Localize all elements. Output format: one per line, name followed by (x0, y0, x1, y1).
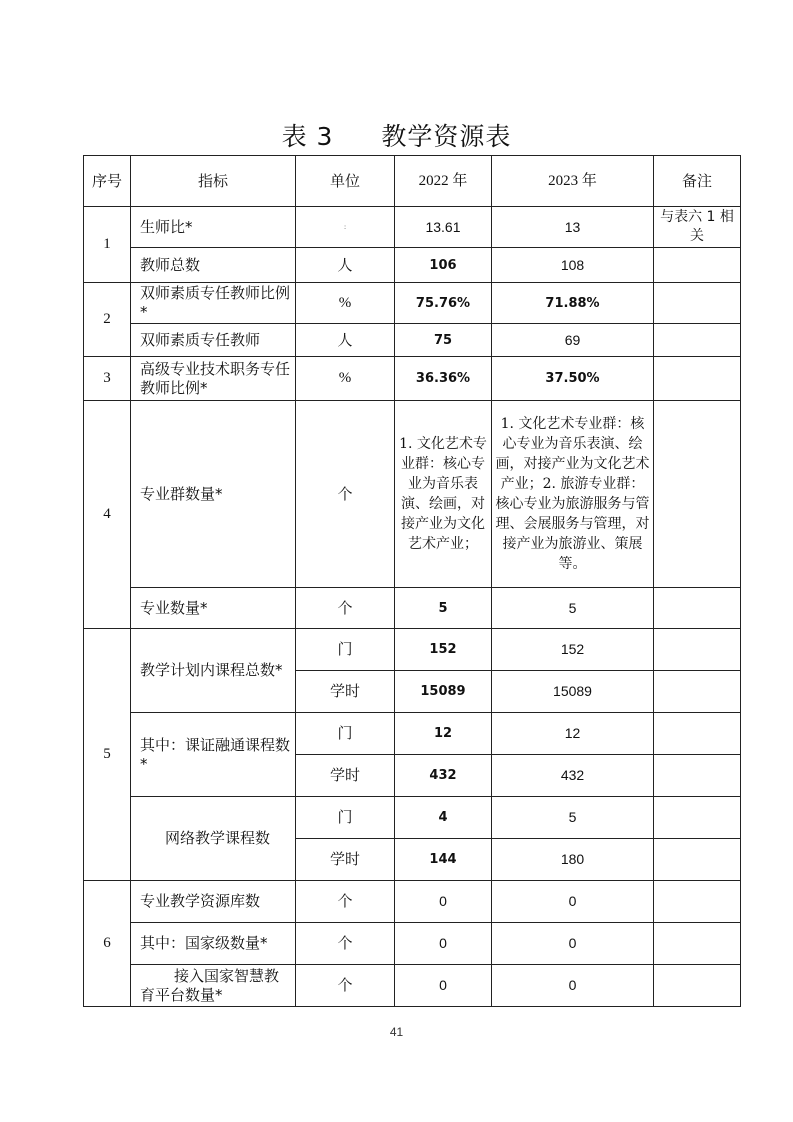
value-2023-cell: 37.50% (492, 357, 654, 401)
indicator-cell: 接入国家智慧教育平台数量* (131, 965, 296, 1007)
value-2023-cell: 12 (492, 713, 654, 755)
unit-cell: : (296, 207, 395, 248)
unit-cell: 学时 (296, 839, 395, 881)
table-number: 表 3 (281, 122, 334, 151)
note-cell (654, 401, 741, 588)
indicator-cell: 专业数量* (131, 588, 296, 629)
table-row (84, 401, 741, 588)
value-2022-cell: 13.61 (395, 207, 492, 248)
note-cell (654, 923, 741, 965)
note-cell (654, 324, 741, 357)
value-2022-cell: 5 (395, 588, 492, 629)
indicator-cell: 其中：课证融通课程数* (131, 713, 296, 797)
seq-cell: 1 (84, 207, 131, 283)
seq-cell: 6 (84, 881, 131, 1007)
table-row (84, 629, 741, 671)
value-2023-cell: 5 (492, 797, 654, 839)
indicator-cell: 网络教学课程数 (131, 797, 296, 881)
indicator-cell: 教学计划内课程总数* (131, 629, 296, 713)
value-2023-cell: 0 (492, 965, 654, 1007)
value-2022-cell: 0 (395, 923, 492, 965)
value-2023-cell: 180 (492, 839, 654, 881)
value-2023-cell: 69 (492, 324, 654, 357)
value-2023-cell: 5 (492, 588, 654, 629)
table-row (84, 283, 741, 324)
note-cell (654, 588, 741, 629)
value-2022-cell: 12 (395, 713, 492, 755)
note-cell (654, 629, 741, 671)
unit-cell: 个 (296, 401, 395, 588)
note-cell (654, 713, 741, 755)
value-2022-cell: 4 (395, 797, 492, 839)
value-2022-cell: 1. 文化艺术专业群：核心专业为音乐表演、绘画，对接产业为文化艺术产业； (395, 401, 492, 588)
value-2023-cell: 0 (492, 923, 654, 965)
indicator-cell: 专业教学资源库数 (131, 881, 296, 923)
table-row (84, 923, 741, 965)
table-row (84, 965, 741, 1007)
table-row (84, 324, 741, 357)
note-cell (654, 357, 741, 401)
unit-cell: 个 (296, 923, 395, 965)
value-2022-cell: 152 (395, 629, 492, 671)
value-2023-cell: 13 (492, 207, 654, 248)
header-unit: 单位 (296, 156, 395, 207)
indicator-cell: 高级专业技术职务专任教师比例* (131, 357, 296, 401)
value-2023-cell: 108 (492, 248, 654, 283)
page-number: 41 (389, 1025, 404, 1039)
teaching-resources-table (83, 155, 741, 1007)
table-row (84, 881, 741, 923)
indicator-cell: 专业群数量* (131, 401, 296, 588)
note-cell (654, 881, 741, 923)
table-name: 教学资源表 (381, 122, 512, 151)
table-row (84, 357, 741, 401)
table-row (84, 588, 741, 629)
note-cell (654, 248, 741, 283)
value-2022-cell: 144 (395, 839, 492, 881)
table-row (84, 207, 741, 248)
note-cell: 与表六 1 相关 (654, 207, 741, 248)
seq-cell: 5 (84, 629, 131, 881)
indicator-cell: 双师素质专任教师比例* (131, 283, 296, 324)
seq-cell: 2 (84, 283, 131, 357)
unit-cell: 学时 (296, 755, 395, 797)
header-seq: 序号 (84, 156, 131, 207)
unit-cell: 个 (296, 588, 395, 629)
header-row (84, 156, 741, 207)
value-2022-cell: 0 (395, 965, 492, 1007)
indicator-cell: 双师素质专任教师 (131, 324, 296, 357)
indicator-cell: 其中：国家级数量* (131, 923, 296, 965)
value-2023-cell: 152 (492, 629, 654, 671)
unit-cell: 个 (296, 881, 395, 923)
note-cell (654, 965, 741, 1007)
value-2022-cell: 432 (395, 755, 492, 797)
unit-cell: 个 (296, 965, 395, 1007)
unit-cell: 门 (296, 713, 395, 755)
value-2022-cell: 106 (395, 248, 492, 283)
note-cell (654, 839, 741, 881)
table-row (84, 797, 741, 839)
note-cell (654, 671, 741, 713)
value-2023-cell: 71.88% (492, 283, 654, 324)
unit-cell: 门 (296, 629, 395, 671)
table-row (84, 713, 741, 755)
value-2023-cell: 15089 (492, 671, 654, 713)
value-2022-cell: 15089 (395, 671, 492, 713)
header-2023: 2023 年 (492, 156, 654, 207)
value-2022-cell: 0 (395, 881, 492, 923)
unit-cell: 人 (296, 324, 395, 357)
unit-cell: % (296, 357, 395, 401)
table-row (84, 248, 741, 283)
indicator-cell: 教师总数 (131, 248, 296, 283)
seq-cell: 3 (84, 357, 131, 401)
unit-cell: % (296, 283, 395, 324)
indicator-cell: 生师比* (131, 207, 296, 248)
unit-cell: 人 (296, 248, 395, 283)
unit-cell: 学时 (296, 671, 395, 713)
value-2022-cell: 75 (395, 324, 492, 357)
value-2023-cell: 0 (492, 881, 654, 923)
header-note: 备注 (654, 156, 741, 207)
value-2022-cell: 36.36% (395, 357, 492, 401)
note-cell (654, 755, 741, 797)
value-2023-cell: 432 (492, 755, 654, 797)
table-title (0, 117, 793, 153)
note-cell (654, 283, 741, 324)
unit-cell: 门 (296, 797, 395, 839)
value-2023-cell: 1. 文化艺术专业群：核心专业为音乐表演、绘画，对接产业为文化艺术产业；2. 旅游专业群：核心专业为旅游服务与管理、会展服务与管理，对接产业为旅游业、策展等。 (492, 401, 654, 588)
value-2022-cell: 75.76% (395, 283, 492, 324)
header-indicator: 指标 (131, 156, 296, 207)
seq-cell: 4 (84, 401, 131, 629)
note-cell (654, 797, 741, 839)
header-2022: 2022 年 (395, 156, 492, 207)
